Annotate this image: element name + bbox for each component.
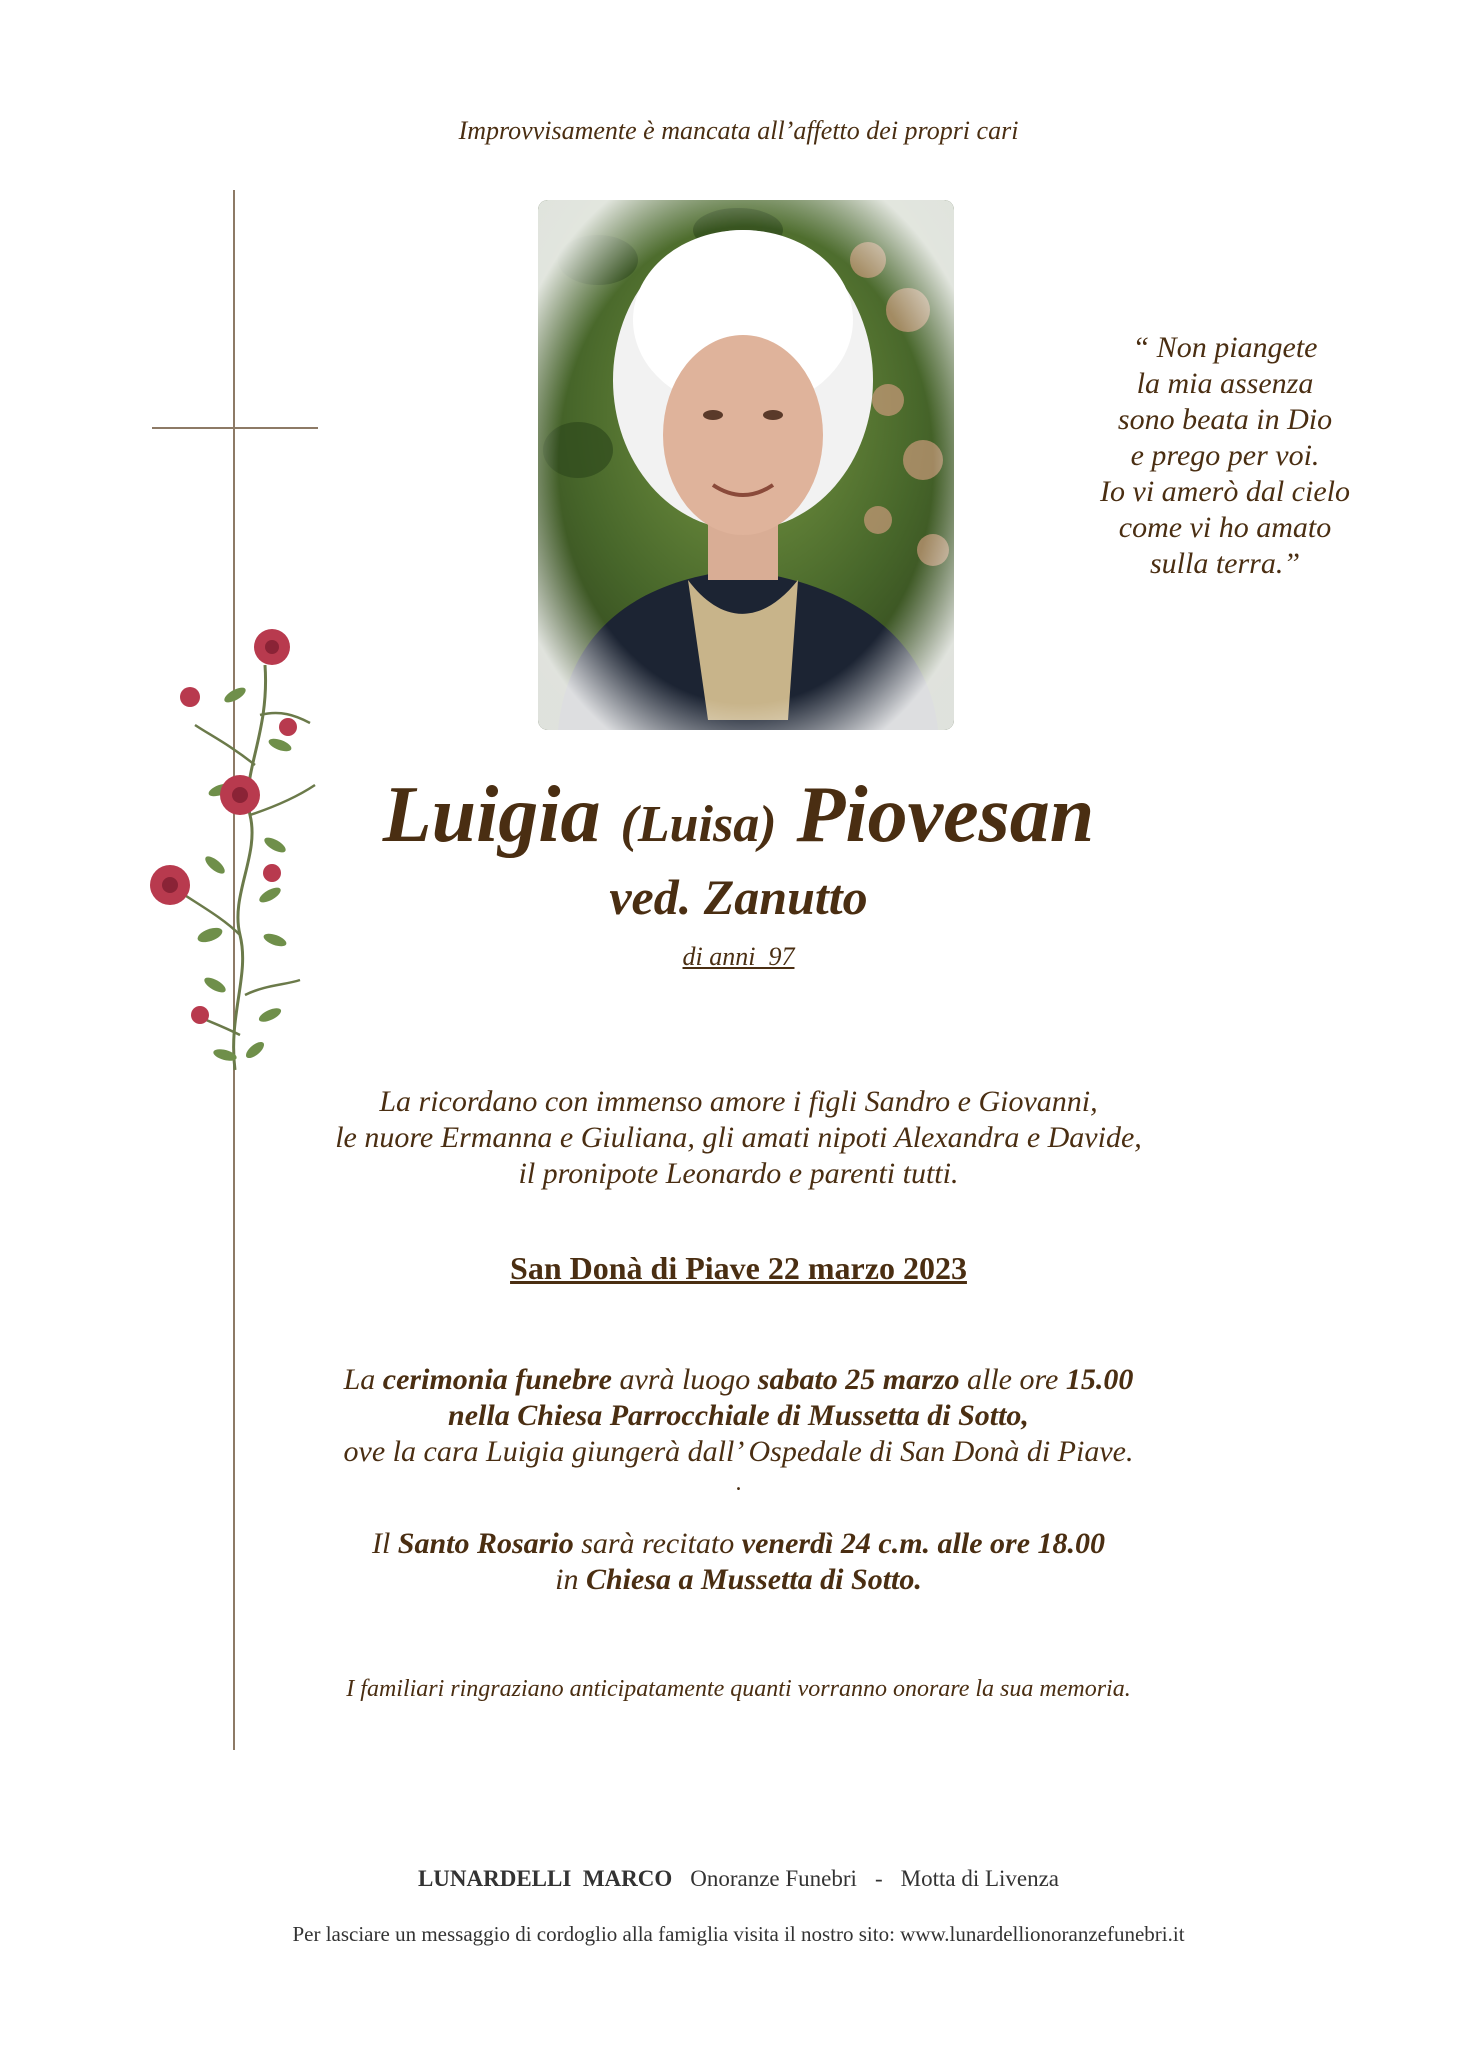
age-value: di anni 97 xyxy=(682,942,795,971)
portrait-photo xyxy=(538,200,954,730)
ceremony-line-1 xyxy=(0,1362,1477,1398)
widow-of: ved. Zanutto xyxy=(609,869,868,925)
last-name: Piovesan xyxy=(796,771,1095,859)
first-name: Luigia xyxy=(382,771,601,859)
remembrance-line: La ricordano con immenso amore i figli Sandro e Giovanni, xyxy=(379,1085,1098,1118)
agency-city: Motta di Livenza xyxy=(900,1866,1060,1891)
agency-type: Onoranze Funebri xyxy=(690,1866,857,1891)
intro-text: Improvvisamente è mancata all’affetto dei propri cari xyxy=(458,116,1019,145)
rosary-text: Il xyxy=(371,1527,398,1560)
place-date: San Donà di Piave 22 marzo 2023 xyxy=(510,1250,967,1286)
rosary-line-2 xyxy=(0,1562,1477,1598)
agency-name: LUNARDELLI MARCO xyxy=(417,1866,673,1891)
quote-line: come vi ho amato xyxy=(1118,511,1332,544)
ceremony-type: cerimonia funebre xyxy=(382,1363,612,1396)
ceremony-text: alle ore xyxy=(959,1363,1066,1396)
rosary-line-1 xyxy=(0,1526,1477,1562)
quote-line: “ Non piangete xyxy=(1132,331,1318,364)
quote-block xyxy=(1060,330,1390,582)
footer-separator: - xyxy=(874,1866,883,1891)
ceremony-text: La xyxy=(343,1363,383,1396)
quote-line: sulla terra.” xyxy=(1149,547,1301,580)
rosary-location: Chiesa a Mussetta di Sotto. xyxy=(585,1563,922,1596)
nickname: (Luisa) xyxy=(620,796,777,853)
ceremony-line-3: ove la cara Luigia giungerà dall’ Ospedale di San Donà di Piave. xyxy=(343,1435,1134,1468)
rosary-block xyxy=(0,1526,1477,1598)
rosary-text: sarà recitato xyxy=(573,1527,742,1560)
ceremony-date: sabato 25 marzo xyxy=(757,1363,960,1396)
ceremony-block xyxy=(0,1362,1477,1470)
ceremony-location: nella Chiesa Parrocchiale di Mussetta di Sotto, xyxy=(448,1399,1029,1432)
portrait-illustration xyxy=(538,200,954,730)
quote-line: e prego per voi. xyxy=(1130,439,1320,472)
remembrance-line: le nuore Ermanna e Giuliana, gli amati nipoti Alexandra e Davide, xyxy=(335,1121,1142,1154)
quote-line: sono beata in Dio xyxy=(1117,403,1333,436)
ceremony-text: avrà luogo xyxy=(611,1363,758,1396)
ceremony-time: 15.00 xyxy=(1065,1363,1134,1396)
age-text xyxy=(0,942,1477,972)
rosary-text: in xyxy=(555,1563,586,1596)
footer-agency xyxy=(0,1866,1477,1892)
quote-line: Io vi amerò dal cielo xyxy=(1100,475,1350,508)
remembrance-block xyxy=(0,1084,1477,1192)
deceased-name xyxy=(0,770,1477,861)
remembrance-line: il pronipote Leonardo e parenti tutti. xyxy=(518,1157,959,1190)
rosary-datetime: venerdì 24 c.m. alle ore 18.00 xyxy=(741,1527,1106,1560)
footer-message: Per lasciare un messaggio di cordoglio alla famiglia visita il nostro sito: www.lunardellionoranzefunebri.it xyxy=(292,1922,1185,1946)
quote-line: la mia assenza xyxy=(1136,367,1314,400)
separator-dot: . xyxy=(735,1470,742,1496)
rosary-title: Santo Rosario xyxy=(397,1527,574,1560)
cross-horizontal-line xyxy=(152,427,318,429)
thanks-text: I familiari ringraziano anticipatamente quanti vorranno onorare la sua memoria. xyxy=(346,1676,1131,1702)
